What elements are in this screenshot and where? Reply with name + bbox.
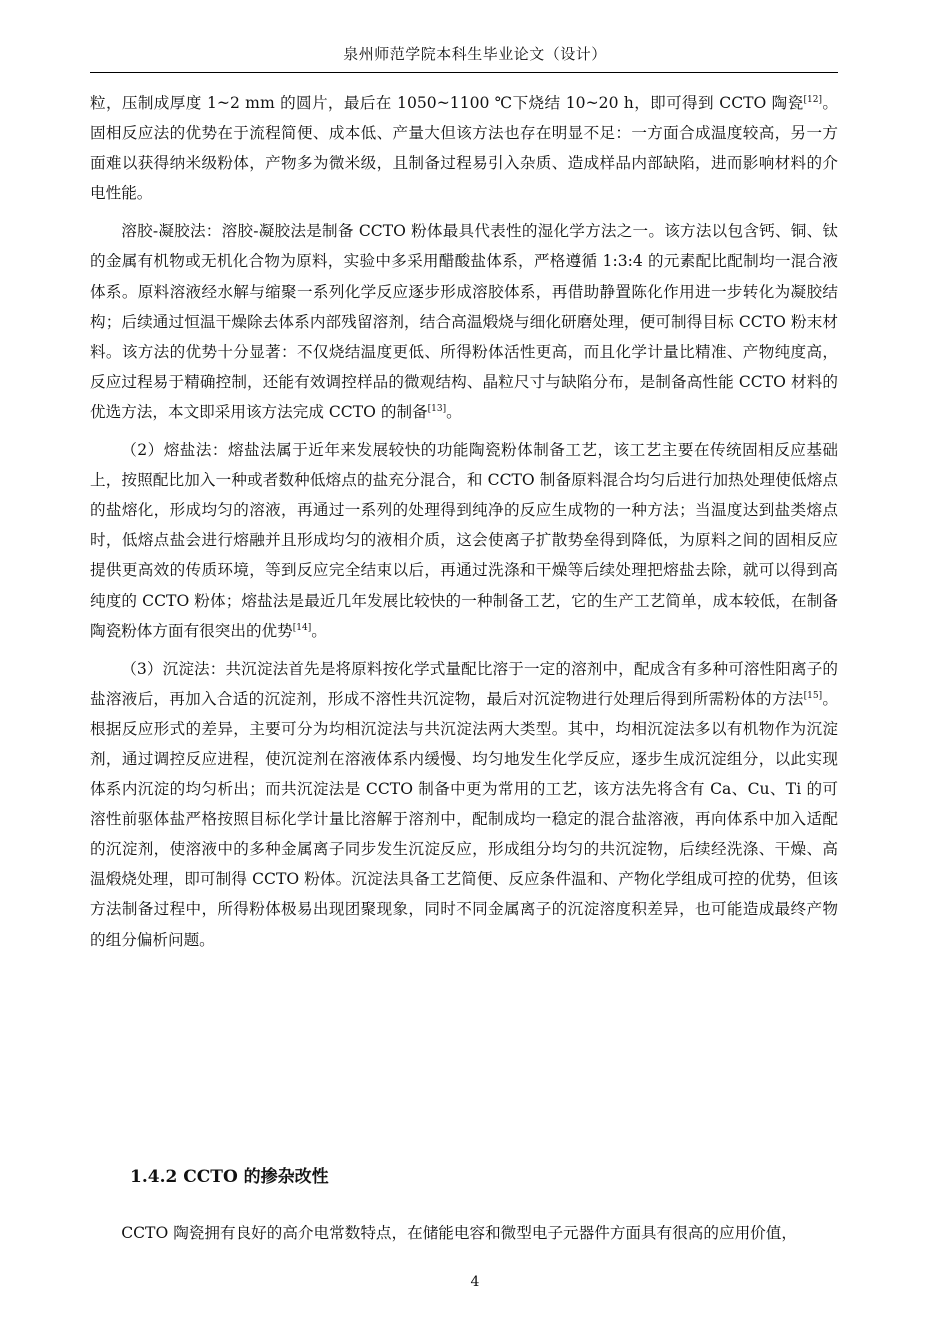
- citation-ref: [13]: [427, 403, 447, 414]
- header-divider: [90, 72, 838, 73]
- paragraph-doping-intro: CCTO 陶瓷拥有良好的高介电常数特点，在储能电容和微型电子元器件方面具有很高的应用价值，: [121, 1224, 797, 1242]
- paragraph-sol-gel: [90, 216, 838, 427]
- citation-ref: [12]: [803, 95, 823, 105]
- paragraph-text-tail: 。: [311, 621, 327, 640]
- page-number: 4: [470, 1274, 480, 1290]
- paragraph-text: 粒，压制成厚度 1~2 mm 的圆片，最后在 1050~1100 ℃下烧结 10~20 h，即可得到 CCTO 陶瓷: [90, 94, 804, 112]
- citation-ref: [15]: [803, 690, 823, 701]
- body-text: [90, 88, 838, 955]
- paragraph-text: （2）熔盐法：熔盐法属于近年来发展较快的功能陶瓷粉体制备工艺，该工艺主要在传统固相反应基础上，按照配比加入一种或者数种低熔点的盐充分混合，和 CCTO 制备原料混合均匀后进行加热处理使低熔点的盐熔化，形成均匀的溶液，再通过一系列的处理得到纯净的反应生成物的一种方法；当温度达到盐类熔点时，低熔点盐会进行熔融并且形成均匀的液相介质，这会使离子扩散势垒得到降低，为原料之间的固相反应提供更高效的传质环境，等到反应完全结束以后，再通过洗涤和干燥等后续处理把熔盐去除，就可以得到高纯度的 CCTO 粉体；熔盐法是最近几年发展比较快的一种制备工艺，它的生产工艺简单，成本较低，在制备陶瓷粉体方面有很突出的优势: [90, 441, 838, 640]
- paragraph-precipitation: [90, 654, 838, 955]
- paragraph-molten-salt: [90, 435, 838, 646]
- citation-ref: [14]: [292, 622, 312, 633]
- section-heading: 1.4.2 CCTO 的掺杂改性: [130, 1167, 329, 1187]
- paragraph-text-tail: 。根据反应形式的差异，主要可分为均相沉淀法与共沉淀法两大类型。其中，均相沉淀法多以有机物作为沉淀剂，通过调控反应进程，使沉淀剂在溶液体系内缓慢、均匀地发生化学反应，逐步生成沉淀组分，以此实现体系内沉淀的均匀析出；而共沉淀法是 CCTO 制备中更为常用的工艺，该方法先将含有 Ca、Cu、Ti 的可溶性前驱体盐严格按照目标化学计量比溶解于溶剂中，配制成均一稳定的混合盐溶液，再向体系中加入适配的沉淀剂，使溶液中的多种金属离子同步发生沉淀反应，形成组分均匀的共沉淀物，后续经洗涤、干燥、高温煅烧处理，即可制得 CCTO 粉体。沉淀法具备工艺简便、反应条件温和、产物化学组成可控的优势，但该方法制备过程中，所得粉体极易出现团聚现象，同时不同金属离子的沉淀溶度积差异，也可能造成最终产物的组分偏析问题。: [90, 689, 838, 949]
- page-header: 泉州师范学院本科生毕业论文（设计）: [343, 45, 607, 63]
- paragraph-text-tail: 。固相反应法的优势在于流程简便、成本低、产量大但该方法也存在明显不足：一方面合成温度较高，另一方面难以获得纳米级粉体，产物多为微米级，且制备过程易引入杂质、造成样品内部缺陷，进而影响材料的介电性能。: [90, 94, 838, 203]
- paragraph-text-tail: 。: [446, 402, 462, 421]
- paragraph-text: 溶胶-凝胶法：溶胶-凝胶法是制备 CCTO 粉体最具代表性的湿化学方法之一。该方法以包含钙、铜、钛的金属有机物或无机化合物为原料，实验中多采用醋酸盐体系，严格遵循 1:3:4 的元素配比配制均一混合液体系。原料溶液经水解与缩聚一系列化学反应逐步形成溶胶体系，再借助静置陈化作用进一步转化为凝胶结构；后续通过恒温干燥除去体系内部残留溶剂，结合高温煅烧与细化研磨处理，便可制得目标 CCTO 粉末材料。该方法的优势十分显著：不仅烧结温度更低、所得粉体活性更高，而且化学计量比精准、产物纯度高，反应过程易于精确控制，还能有效调控样品的微观结构、晶粒尺寸与缺陷分布，是制备高性能 CCTO 材料的优选方法，本文即采用该方法完成 CCTO 的制备: [90, 222, 838, 421]
- paragraph-text: （3）沉淀法：共沉淀法首先是将原料按化学式量配比溶于一定的溶剂中，配成含有多种可溶性阳离子的盐溶液后，再加入合适的沉淀剂，形成不溶性共沉淀物，最后对沉淀物进行处理后得到所需粉体的方法: [90, 659, 838, 708]
- paragraph-solid-state-continued: [90, 88, 838, 208]
